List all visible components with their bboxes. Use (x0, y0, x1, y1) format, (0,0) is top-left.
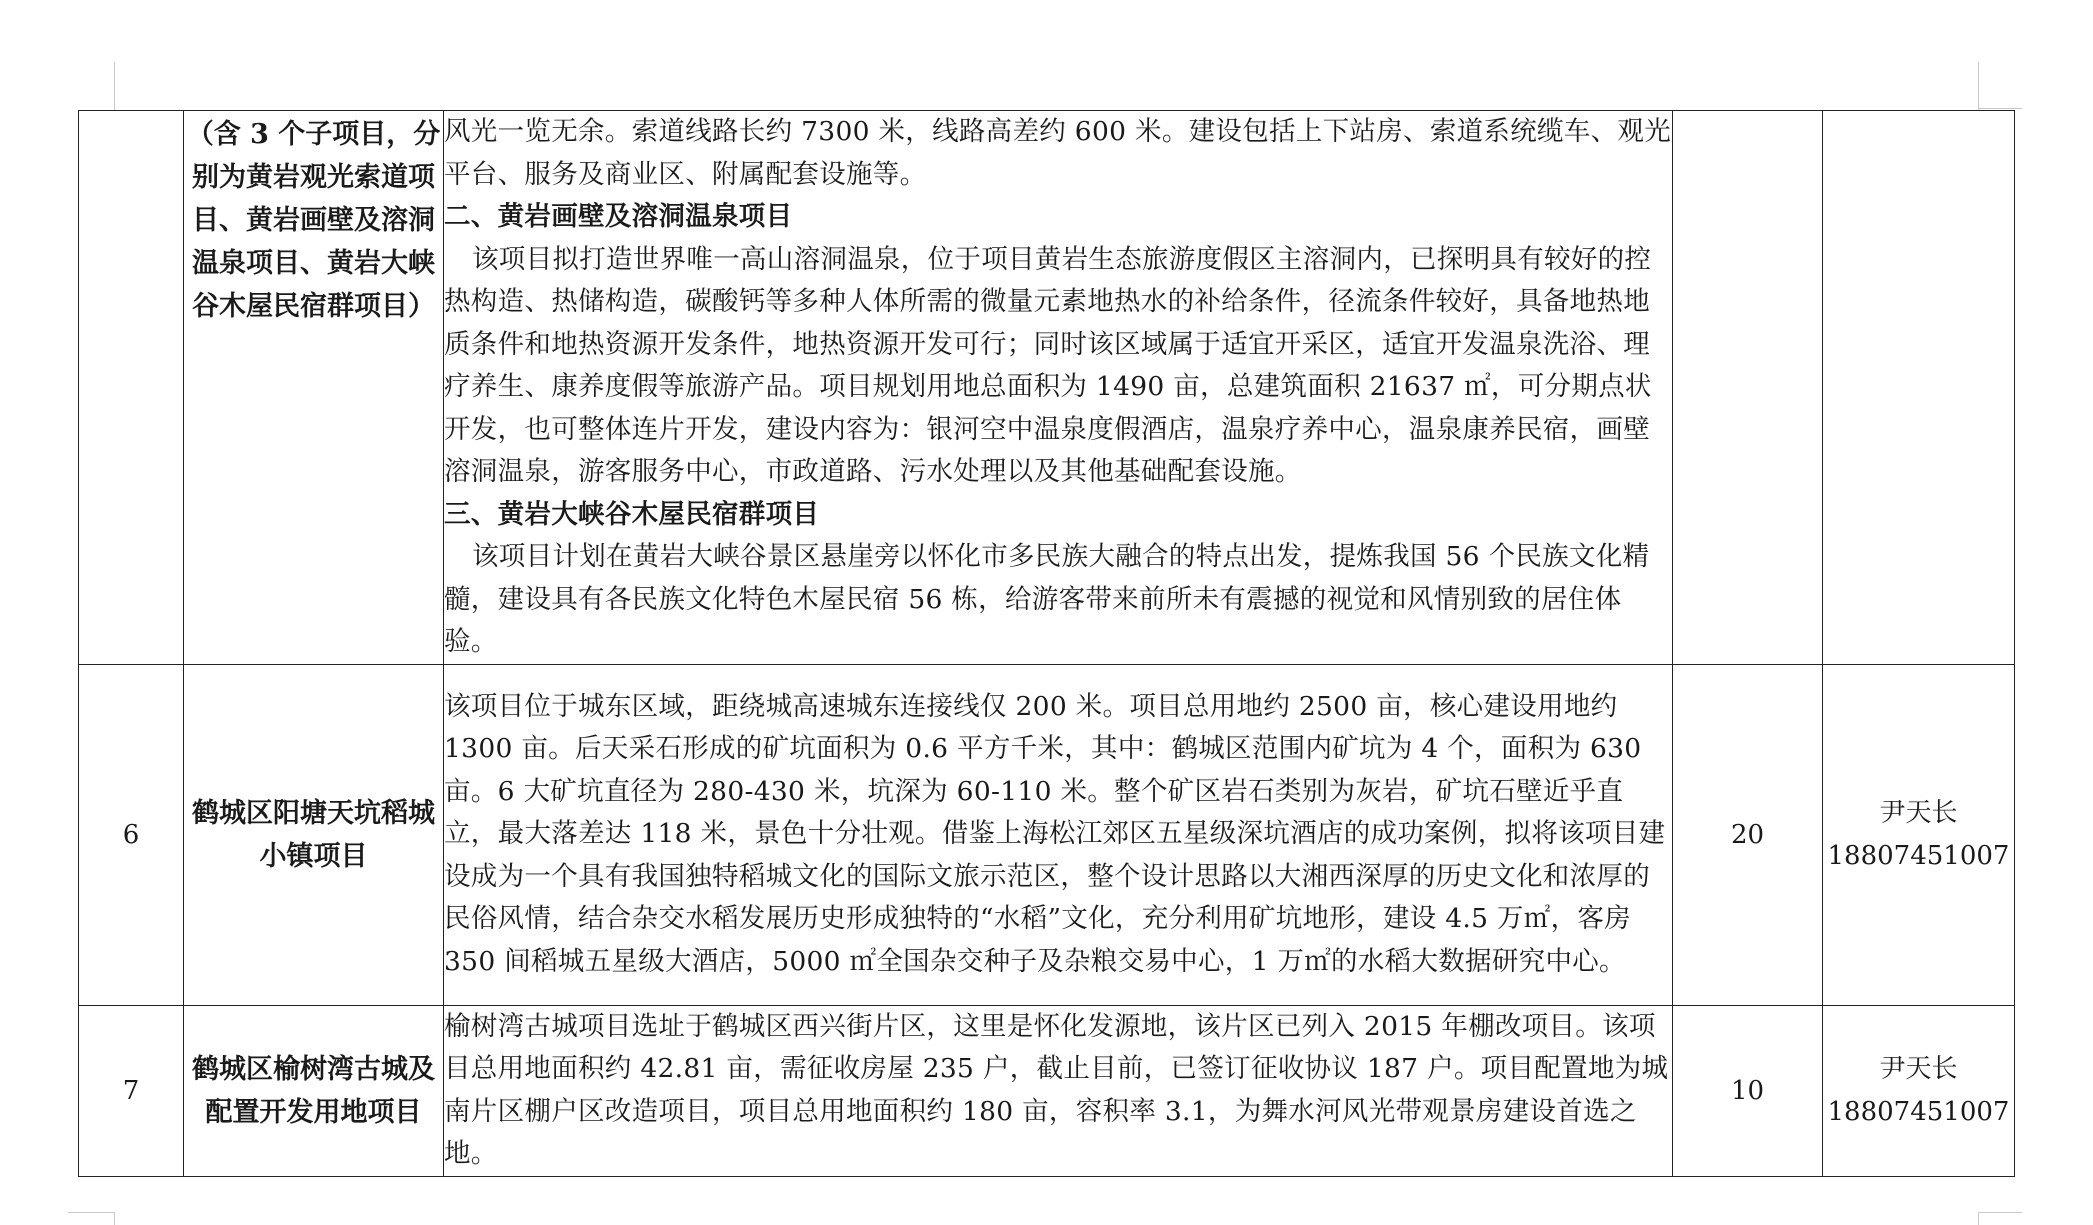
contact-name: 尹天长 (1879, 797, 1958, 828)
crop-mark-bottom-right-v (1978, 1212, 1979, 1225)
contact-phone: 18807451007 (1827, 840, 2010, 871)
contact-name: 尹天长 (1879, 1053, 1958, 1084)
subproject-paragraph-3: 该项目计划在黄岩大峡谷景区悬崖旁以怀化市多民族大融合的特点出发，提炼我国 56 个民族文化精髓，建设具有各民族文化特色木屋民宿 56 栋，给游客带来前所未有震撼的视觉和风情别致的居住体验。 (444, 541, 1650, 657)
crop-mark-bottom-left-v (114, 1212, 115, 1225)
table-row (79, 664, 2015, 1005)
project-description: 榆树湾古城项目选址于鹤城区西兴街片区，这里是怀化发源地，该片区已列入 2015 年棚改项目。该项目总用地面积约 42.81 亩，需征收房屋 235 户，截止目前，已签订征收协议 187 户。项目配置地为城南片区棚户区改造项目，项目总用地面积约 180 亩，容积率 3.1，为舞水河风光带观景房建设首选之地。 (444, 1005, 1673, 1176)
investment-amount: 20 (1673, 664, 1823, 1005)
crop-mark-bottom-right (1978, 1212, 2022, 1213)
project-name: （含 3 个子项目，分别为黄岩观光索道项目、黄岩画壁及溶洞温泉项目、黄岩大峡谷木屋民宿群项目） (184, 111, 444, 665)
row-number (79, 111, 184, 665)
project-description: 该项目位于城东区域，距绕城高速城东连接线仅 200 米。项目总用地约 2500 亩，核心建设用地约 1300 亩。后天采石形成的矿坑面积为 0.6 平方千米，其中：鹤城区范围内矿坑为 4 个，面积为 630 亩。6 大矿坑直径为 280-430 米，坑深为 60-110 米。整个矿区岩石类别为灰岩，矿坑石壁近乎直立，最大落差达 118 米，景色十分壮观。借鉴上海松江郊区五星级深坑酒店的成功案例，拟将该项目建设成为一个具有我国独特稻城文化的国际文旅示范区，整个设计思路以大湘西深厚的历史文化和浓厚的民俗风情，结合杂交水稻发展历史形成独特的“水稻”文化，充分利用矿坑地形，建设 4.5 万㎡，客房 350 间稻城五星级大酒店，5000 ㎡全国杂交种子及杂粮交易中心，1 万㎡的水稻大数据研究中心。 (444, 664, 1673, 1005)
contact-phone: 18807451007 (1827, 1096, 2010, 1127)
subproject-paragraph-2: 该项目拟打造世界唯一高山溶洞温泉，位于项目黄岩生态旅游度假区主溶洞内，已探明具有较好的控热构造、热储构造，碳酸钙等多种人体所需的微量元素地热水的补给条件，径流条件较好，具备地热地质条件和地热资源开发条件，地热资源开发可行；同时该区域属于适宜开采区，适宜开发温泉洗浴、理疗养生、康养度假等旅游产品。项目规划用地总面积为 1490 亩，总建筑面积 21637 ㎡，可分期点状开发，也可整体连片开发，建设内容为：银河空中温泉度假酒店，温泉疗养中心，温泉康养民宿，画壁溶洞温泉，游客服务中心，市政道路、污水处理以及其他基础配套设施。 (444, 243, 1652, 487)
project-name: 鹤城区阳塘天坑稻城小镇项目 (184, 664, 444, 1005)
subproject-heading-3: 三、黄岩大峡谷木屋民宿群项目 (444, 498, 820, 530)
investment-amount: 10 (1673, 1005, 1823, 1176)
crop-mark-top-right-h (1978, 108, 2022, 109)
contact-cell (1823, 664, 2015, 1005)
project-table (78, 110, 2015, 1177)
row-number: 6 (79, 664, 184, 1005)
description-intro: 风光一览无余。索道线路长约 7300 米，线路高差约 600 米。建设包括上下站房、索道系统缆车、观光平台、服务及商业区、附属配套设施等。 (444, 116, 1672, 190)
project-name: 鹤城区榆树湾古城及配置开发用地项目 (184, 1005, 444, 1176)
crop-mark-top-right (1978, 62, 1979, 110)
crop-mark-top-left (114, 62, 115, 110)
table-row (79, 1005, 2015, 1176)
subproject-heading-2: 二、黄岩画壁及溶洞温泉项目 (444, 201, 793, 232)
contact-cell (1823, 111, 2015, 665)
crop-mark-bottom-left (68, 1212, 114, 1213)
project-description (444, 111, 1673, 665)
table-row (79, 111, 2015, 665)
row-number: 7 (79, 1005, 184, 1176)
investment-amount (1673, 111, 1823, 665)
contact-cell (1823, 1005, 2015, 1176)
